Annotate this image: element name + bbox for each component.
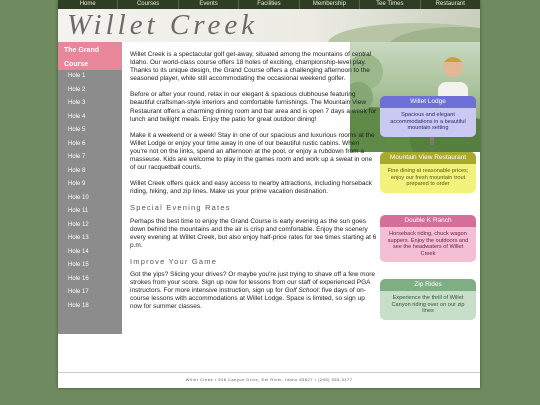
lessons-paragraph <box>130 271 378 311</box>
lessons-text: Got the yips? Slicing your drives? Or maybe you're just trying to shave off a few more strokes from your score. Sign up now for lessons from our staff of experienced PGA instructors. For more intensive instruction, sign up for <box>130 270 375 295</box>
sidebar-item-hole-4[interactable]: Hole 4 <box>68 113 86 120</box>
sidebar-item-hole-10[interactable]: Hole 10 <box>68 194 89 201</box>
evening-rates-heading: Special Evening Rates <box>130 203 231 213</box>
sidebar-item-hole-7[interactable]: Hole 7 <box>68 154 86 160</box>
site-title: Willet Creek <box>67 9 259 41</box>
sidebar-item-hole-3[interactable]: Hole 3 <box>68 100 86 106</box>
promo-willet-lodge[interactable] <box>380 96 476 137</box>
nav-courses[interactable]: Courses <box>118 0 178 9</box>
sidebar-item-hole-18[interactable]: Hole 18 <box>68 302 89 309</box>
sidebar-item-hole-2[interactable]: Hole 2 <box>68 86 86 93</box>
sidebar-item-hole-15[interactable]: Hole 15 <box>68 262 89 268</box>
sidebar-item-hole-13[interactable]: Hole 13 <box>68 235 89 241</box>
lessons-text-end: : five days of on-course lessons with accommodations at Willet Lodge. Space is limited, so sign up now for summer classes. <box>130 287 366 311</box>
site-header <box>58 9 480 42</box>
sidebar-item-hole-8[interactable]: Hole 8 <box>68 167 86 174</box>
improve-game-heading: Improve Your Game <box>130 256 218 266</box>
main-content <box>130 51 378 319</box>
sidebar-item-hole-6[interactable]: Hole 6 <box>68 140 86 147</box>
promo-text: Horseback riding, chuck wagon suppers. Enjoy the outdoors and see the headwaters of Willet Creek <box>380 227 476 262</box>
lodging-paragraph: Make it a weekend or a week! Stay in one of our spacious and luxurious rooms at the Willet Lodge or enjoy your time away in one of our beautiful rustic cabins. When you're not on the links, spend an afternoon at the pool, or enjoy a rubdown from a masseuse. Kids are welcome to play in the games room and work up a sweat in one of our racquetball courts. <box>130 131 375 172</box>
promo-mountain-view-restaurant[interactable] <box>380 152 476 193</box>
intro-paragraph: Willet Creek is a spectacular golf get-away, situated among the mountains of central Idaho. Our world-class course offers 18 holes of exciting, championship-level play. Thanks to its unique design, the Grand Course offers a challenging afternoon to the seasoned player, while still accommodating the occasional weekend golfer. <box>130 51 372 83</box>
nav-tee-times[interactable]: Tee Times <box>360 0 420 9</box>
promo-text: Fine dining at reasonable prices; enjoy our fresh mountain trout prepared to order <box>380 164 476 193</box>
sidebar-item-hole-14[interactable]: Hole 14 <box>68 248 89 255</box>
promo-title: Mountain View Restaurant <box>380 152 476 164</box>
sidebar-item-hole-17[interactable]: Hole 17 <box>68 289 89 295</box>
promo-title: Zip Rides <box>380 279 476 291</box>
top-nav <box>58 0 480 9</box>
sidebar-item-hole-9[interactable]: Hole 9 <box>68 181 86 187</box>
holes-sidebar <box>58 42 122 334</box>
sidebar-item-hole-12[interactable]: Hole 12 <box>68 221 89 228</box>
promo-text: Spacious and elegant accommodations in a beautiful mountain setting <box>380 108 476 137</box>
sidebar-item-hole-16[interactable]: Hole 16 <box>68 275 89 282</box>
sidebar-item-hole-1[interactable]: Hole 1 <box>68 73 86 79</box>
promo-zip-rides[interactable] <box>380 279 476 320</box>
promo-double-k-ranch[interactable] <box>380 215 476 262</box>
golf-school-link: Golf School <box>284 287 319 295</box>
nav-restaurant[interactable]: Restaurant <box>435 1 465 7</box>
nav-facilities[interactable]: Facilities <box>239 0 299 9</box>
nav-events[interactable]: Events <box>179 0 239 9</box>
promo-title: Willet Lodge <box>380 96 476 108</box>
sidebar-item-hole-11[interactable]: Hole 11 <box>68 208 89 214</box>
page <box>58 0 480 388</box>
site-footer: Willet Creek • 538 Canyon Drive, Eel River, Idaho 83827 • (208) 555-3177 <box>58 372 480 386</box>
promo-text: Experience the thrill of Willet Canyon riding over on our zip lines <box>380 291 476 320</box>
sidebar-item-hole-5[interactable]: Hole 5 <box>68 127 86 133</box>
nav-home[interactable]: Home <box>58 0 118 9</box>
sidebar-section-title[interactable]: The Grand Course <box>58 42 122 70</box>
attractions-paragraph: Willet Creek offers quick and easy access to nearby attractions, including horseback riding, hiking, and zip lines. Make us your prime vacation destination. <box>130 180 372 196</box>
promo-title: Double K Ranch <box>380 215 476 227</box>
nav-membership[interactable]: Membership <box>300 0 360 9</box>
evening-rates-paragraph: Perhaps the best time to enjoy the Grand Course is early evening as the sun goes down behind the mountains and the air is crisp and comfortable. Enjoy the scenery every evening at Willet Creek, but also enjoy half-price rates for tee times starting at 6 p.m. <box>130 217 377 249</box>
clubhouse-paragraph: Before or after your round, relax in our elegant & spacious clubhouse featuring beautiful craftsman-style interiors and comfortable furnishings. The Mountain View Restaurant offers a charming dining room and bar area and is open 7 days a week for lunch and twilight meals. Enjoy the patio for great outdoor dining! <box>130 91 377 123</box>
